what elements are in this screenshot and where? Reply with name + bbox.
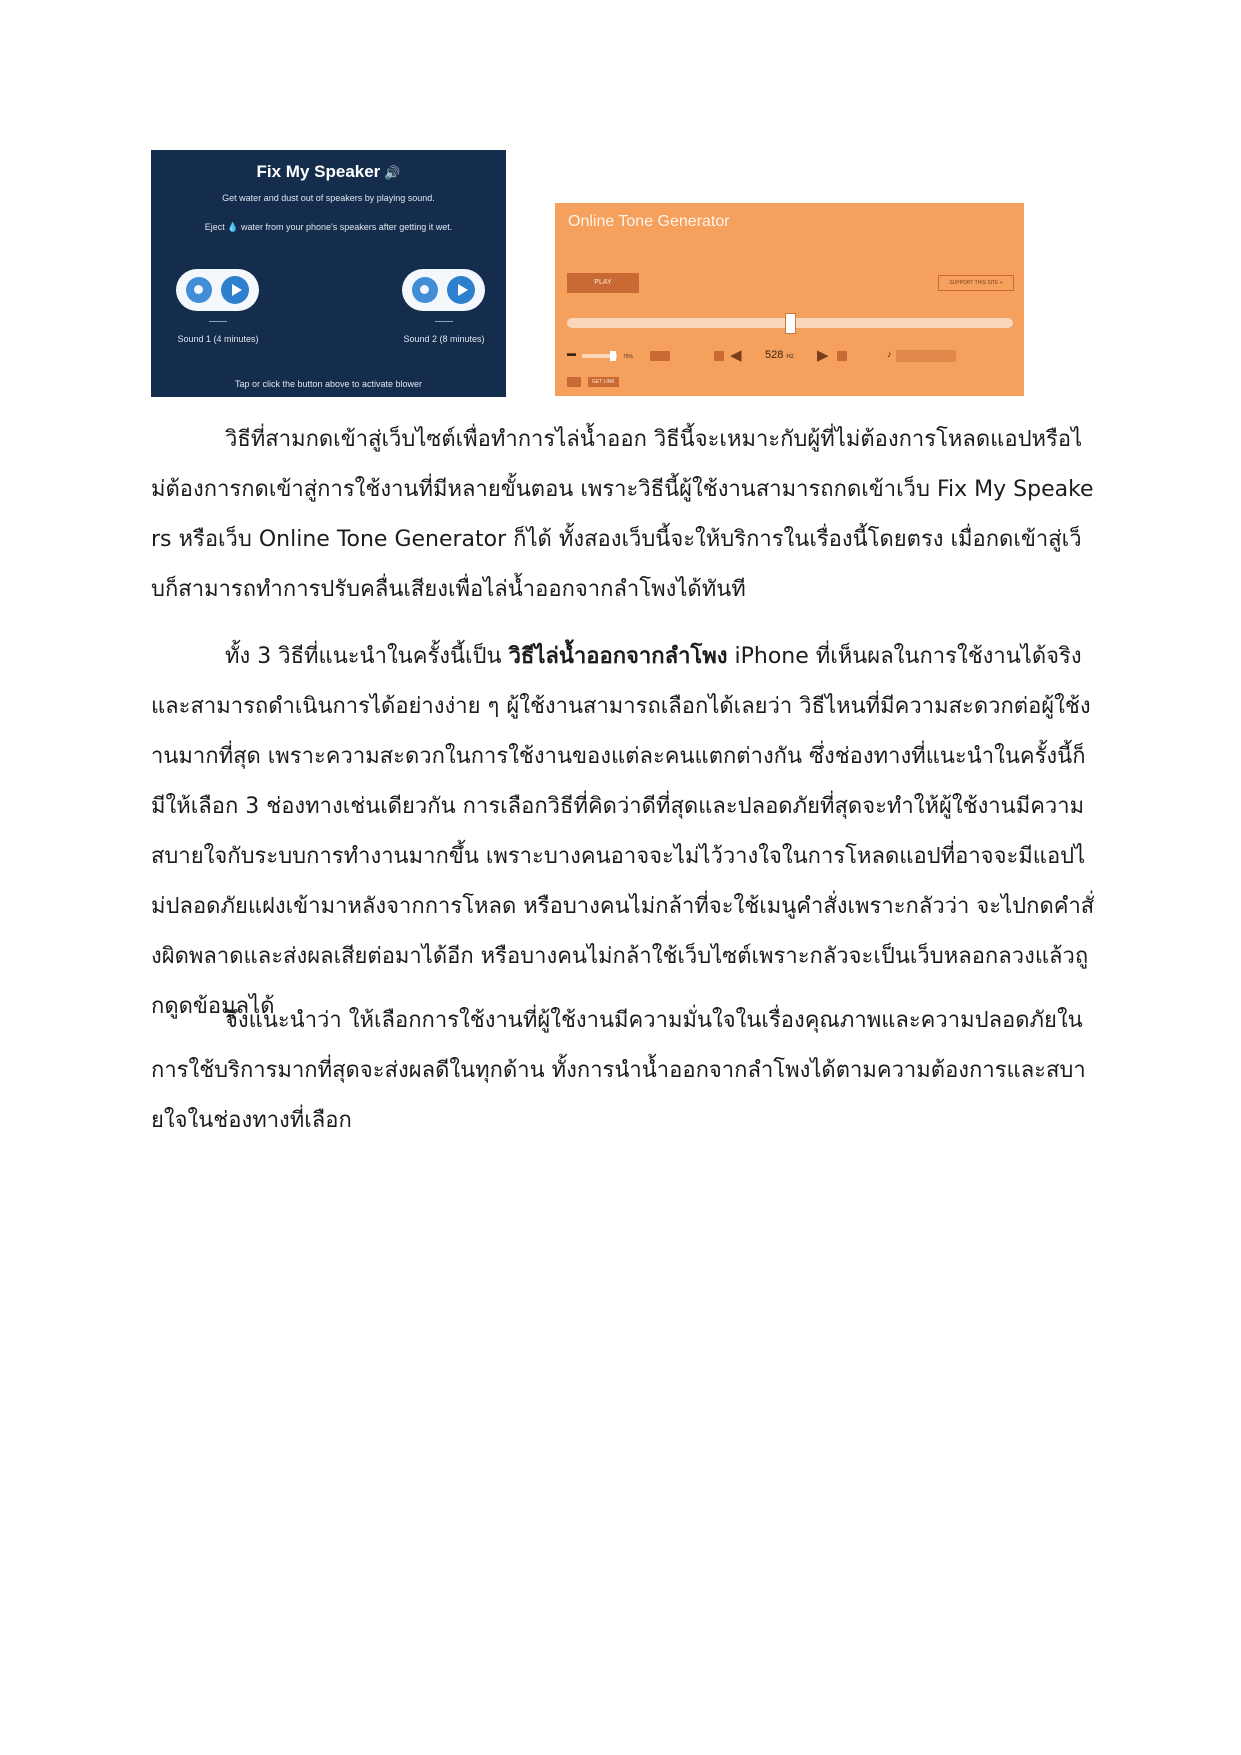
volume-icon: ▬ <box>567 348 576 358</box>
speaker-icon: 🔊 <box>384 165 401 180</box>
online-tone-generator-screenshot <box>555 203 1024 396</box>
sound1-label: Sound 1 (4 minutes) <box>177 334 259 344</box>
volume-value: 75% <box>623 354 634 360</box>
paragraph-2: ทั้ง 3 วิธีที่แนะนำในครั้งนี้เป็น วิธีไล่น้ำออกจากลำโพง iPhone ที่เห็นผลในการใช้งานได้จริงและสามารถดำเนินการได้อย่างง่าย ๆ ผู้ใช้งานสามารถเลือกได้เลยว่า วิธีไหนที่มีความสะดวกต่อผู้ใช้งานมากที่สุด เพราะความสะดวกในการใช้งานของแต่ละคนแตกต่างกัน ซึ่งช่องทางที่แนะนำในครั้งนี้ก็มีให้เลือก 3 ช่องทางเช่นเดียวกัน การเลือกวิธีที่คิดว่าดีที่สุดและปลอดภัยที่สุดจะทำให้ผู้ใช้งานมีความสบายใจกับระบบการทำงานมากขึ้น เพราะบางคนอาจจะไม่ไว้วางใจในการโหลดแอปที่อาจจะมีแอปไม่ปลอดภัยแฝงเข้ามาหลังจากการโหลด หรือบางคนไม่กล้าที่จะใช้เมนูคำสั่งเพราะกลัวว่า จะไปกดคำสั่งผิดพลาดและส่งผลเสียต่อมาได้อีก หรือบางคนไม่กล้าใช้เว็บไซต์เพราะกลัวจะเป็นเว็บหลอกลวงแล้วถูกดูดข้อมูลได้ <box>151 644 1095 1019</box>
divider <box>209 321 227 322</box>
water-drops-icon <box>412 277 438 303</box>
play-icon <box>221 276 249 304</box>
bold-keyword: วิธีไล่น้ำออกจากลำโพง <box>508 644 728 669</box>
sound2-button[interactable] <box>402 269 485 311</box>
play-icon <box>447 276 475 304</box>
decrease-arrow-icon[interactable]: ◀ <box>730 347 742 364</box>
note-icon: ♪ <box>887 349 892 359</box>
paragraph-1: วิธีที่สามกดเข้าสู่เว็บไซต์เพื่อทำการไล่น้ำออก วิธีนี้จะเหมาะกับผู้ที่ไม่ต้องการโหลดแอปหรือไม่ต้องการกดเข้าสู่การใช้งานที่มีหลายขั้นตอน เพราะวิธีนี้ผู้ใช้งานสามารถกดเข้าเว็บ Fix My Speakers หรือเว็บ Online Tone Generator ก็ได้ ทั้งสองเว็บนี้จะให้บริการในเรื่องนี้โดยตรง เมื่อกดเข้าสู่เว็บก็สามารถทำการปรับคลื่นเสียงเพื่อไล่น้ำออกจากลำโพงได้ทันที <box>151 427 1094 602</box>
divider <box>435 321 453 322</box>
play-button[interactable]: PLAY <box>567 273 639 293</box>
sweep-button[interactable] <box>650 351 670 361</box>
sound1-button[interactable] <box>176 269 259 311</box>
water-drop-icon: 💧 <box>227 222 239 232</box>
frequency-readout: 528 Hz <box>765 349 794 361</box>
get-link-button[interactable]: GET LINK <box>588 377 619 387</box>
volume-knob[interactable] <box>610 351 616 361</box>
fms-footer: Tap or click the button above to activate blower <box>234 379 423 389</box>
support-site-link[interactable]: SUPPORT THIS SITE » <box>938 275 1014 291</box>
increase-arrow-icon[interactable]: ▶ <box>817 347 829 364</box>
fms-eject-line: Eject 💧 water from your phone's speakers after getting it wet. <box>204 222 453 232</box>
slider-knob[interactable] <box>785 313 796 334</box>
sound2-label: Sound 2 (8 minutes) <box>403 334 485 344</box>
otg-title: Online Tone Generator <box>568 213 730 230</box>
step-down-button[interactable] <box>714 351 724 361</box>
step-up-button[interactable] <box>837 351 847 361</box>
waveform-button[interactable] <box>567 377 581 387</box>
paragraph-3: จึงแนะนำว่า ให้เลือกการใช้งานที่ผู้ใช้งานมีความมั่นใจในเรื่องคุณภาพและความปลอดภัยในการใช้บริการมากที่สุดจะส่งผลดีในทุกด้าน ทั้งการนำน้ำออกจากลำโพงได้ตามความต้องการและสบายใจในช่องทางที่เลือก <box>151 1008 1086 1133</box>
fms-tagline: Get water and dust out of speakers by playing sound. <box>222 193 435 203</box>
fix-my-speaker-screenshot <box>151 150 506 397</box>
fms-title: Fix My Speaker 🔊 <box>256 162 401 181</box>
water-drops-icon <box>186 277 212 303</box>
note-select[interactable] <box>896 350 956 362</box>
